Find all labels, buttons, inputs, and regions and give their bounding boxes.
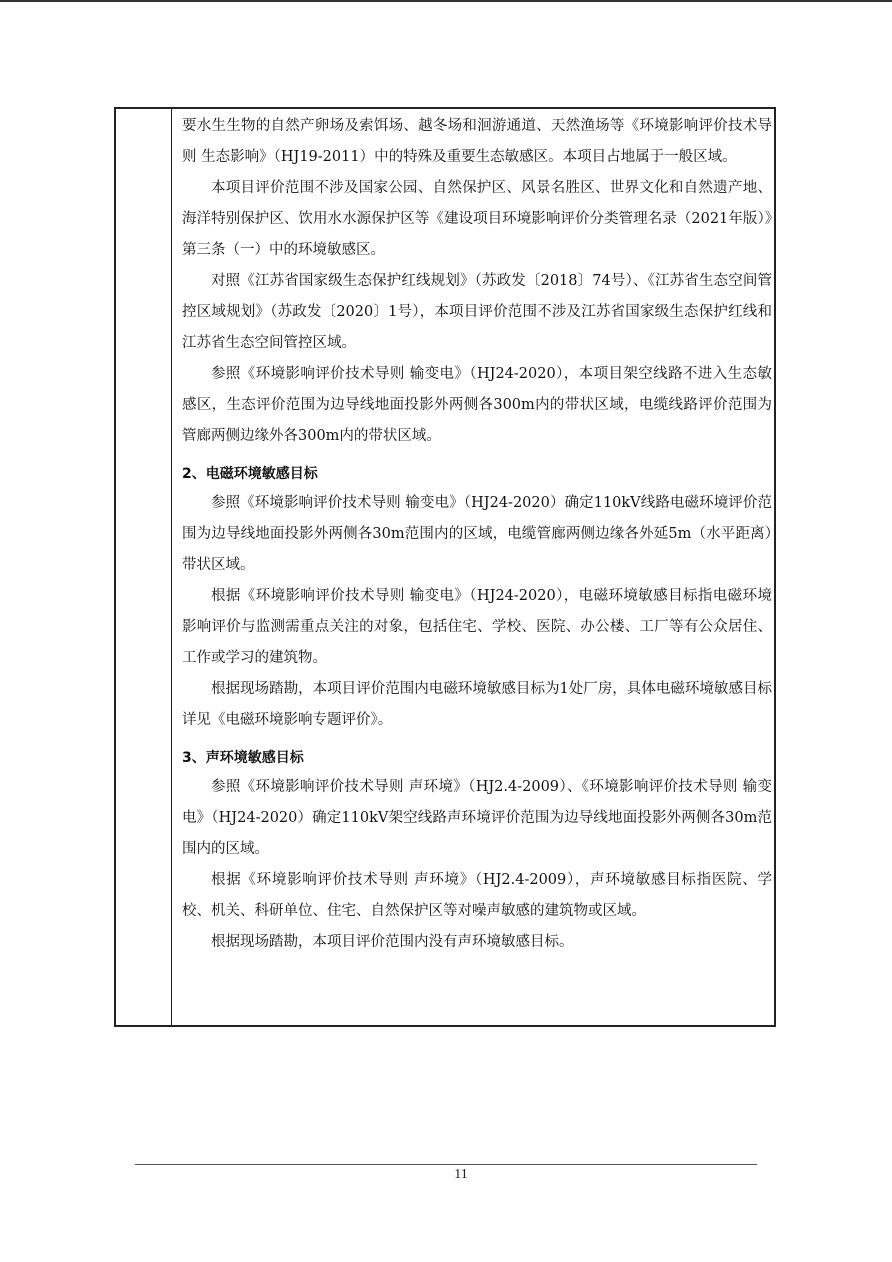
footer-rule: [135, 1164, 757, 1165]
paragraph-sensitive-areas: 本项目评价范围不涉及国家公园、自然保护区、风景名胜区、世界文化和自然遗产地、海洋特别保护区、饮用水水源保护区等《建设项目环境影响评价分类管理名录（2021年版）》第三条（一）中的环境敏感区。: [182, 180, 772, 258]
heading-electromagnetic-targets: 2、电磁环境敏感目标: [182, 466, 318, 482]
paragraph-em-scope: 参照《环境影响评价技术导则 输变电》（HJ24-2020）确定110kV线路电磁环境评价范围为边导线地面投影外两侧各30m范围内的区域，电缆管廊两侧边缘各外延5m（水平距离）带状区域。: [182, 495, 772, 573]
table-left-column: [116, 109, 172, 1025]
page-top-border: [0, 0, 892, 2]
heading-acoustic-targets: 3、声环境敏感目标: [182, 750, 304, 766]
paragraph-acoustic-scope: 参照《环境影响评价技术导则 声环境》（HJ2.4-2009）、《环境影响评价技术导则 输变电》（HJ24-2020）确定110kV架空线路声环境评价范围为边导线地面投影外两侧各30m范围内的区域。: [182, 779, 772, 857]
paragraph-em-definition: 根据《环境影响评价技术导则 输变电》（HJ24-2020），电磁环境敏感目标指电磁环境影响评价与监测需重点关注的对象，包括住宅、学校、医院、办公楼、工厂等有公众居住、工作或学习的建筑物。: [182, 588, 772, 666]
paragraph-continuation: 要水生生物的自然产卵场及索饵场、越冬场和洄游通道、天然渔场等《环境影响评价技术导则 生态影响》（HJ19-2011）中的特殊及重要生态敏感区。本项目占地属于一般区域。: [182, 118, 772, 165]
content-table: [114, 107, 776, 1027]
paragraph-em-survey: 根据现场踏勘，本项目评价范围内电磁环境敏感目标为1处厂房，具体电磁环境敏感目标详见《电磁环境影响专题评价》。: [182, 681, 772, 728]
paragraph-acoustic-survey: 根据现场踏勘，本项目评价范围内没有声环境敏感目标。: [211, 934, 574, 950]
page-number: 11: [454, 1167, 468, 1182]
table-content-cell: [182, 111, 772, 958]
paragraph-acoustic-definition: 根据《环境影响评价技术导则 声环境》（HJ2.4-2009），声环境敏感目标指医院、学校、机关、科研单位、住宅、自然保护区等对噪声敏感的建筑物或区域。: [182, 872, 772, 919]
paragraph-jiangsu-redline: 对照《江苏省国家级生态保护红线规划》（苏政发〔2018〕74号）、《江苏省生态空间管控区域规划》（苏政发〔2020〕1号），本项目评价范围不涉及江苏省国家级生态保护红线和江苏省生态空间管控区域。: [182, 273, 772, 351]
paragraph-ecological-scope: 参照《环境影响评价技术导则 输变电》（HJ24-2020），本项目架空线路不进入生态敏感区，生态评价范围为边导线地面投影外两侧各300m内的带状区域，电缆线路评价范围为管廊两侧边缘外各300m内的带状区域。: [182, 366, 772, 444]
